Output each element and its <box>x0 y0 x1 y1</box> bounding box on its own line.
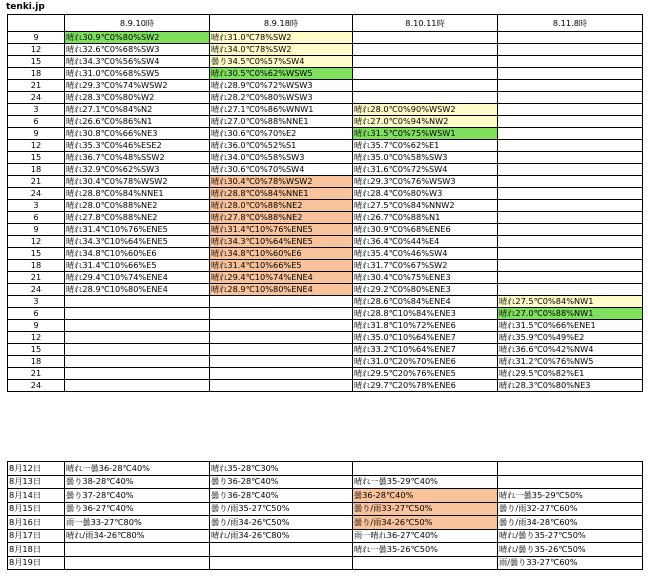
forecast-cell <box>498 92 643 104</box>
forecast-cell: 晴れ28.9℃10%80%ENE4 <box>65 284 210 296</box>
hour-cell: 15 <box>8 344 65 356</box>
forecast-cell <box>353 80 498 92</box>
forecast-cell: 晴れ35.0℃10%64%ENE7 <box>353 332 498 344</box>
hour-cell: 24 <box>8 380 65 392</box>
forecast-cell: 晴れ28.3℃0%80%W2 <box>65 92 210 104</box>
header-run-3: 8.10.11時 <box>353 15 498 32</box>
date-cell: 8月13日 <box>8 475 65 489</box>
hour-cell: 18 <box>8 356 65 368</box>
table-row <box>8 224 643 236</box>
forecast-cell: 晴れ28.4℃0%80%W3 <box>353 188 498 200</box>
hour-cell: 6 <box>8 116 65 128</box>
forecast-cell <box>498 164 643 176</box>
daily-cell: 曇り36-28℃40% <box>210 475 353 489</box>
forecast-cell <box>65 368 210 380</box>
forecast-cell: 晴れ28.8℃0%84%NNE1 <box>210 188 353 200</box>
forecast-cell <box>498 44 643 56</box>
forecast-cell <box>498 248 643 260</box>
table-row <box>8 543 643 557</box>
forecast-cell: 晴れ26.7℃0%88%N1 <box>353 212 498 224</box>
forecast-cell: 晴れ32.9℃0%62%SW3 <box>65 164 210 176</box>
hour-cell: 3 <box>8 200 65 212</box>
forecast-cell: 晴れ31.4℃10%76%ENE5 <box>65 224 210 236</box>
daily-cell <box>210 543 353 557</box>
table-row <box>8 462 643 476</box>
table-row <box>8 116 643 128</box>
forecast-cell: 晴れ30.4℃0%78%WSW2 <box>210 176 353 188</box>
date-cell: 8月12日 <box>8 462 65 476</box>
forecast-cell <box>210 320 353 332</box>
forecast-cell: 晴れ26.6℃0%86%N1 <box>65 116 210 128</box>
forecast-cell: 晴れ28.9℃10%80%ENE4 <box>210 284 353 296</box>
hour-cell: 15 <box>8 56 65 68</box>
table-row <box>8 80 643 92</box>
table-row <box>8 260 643 272</box>
header-run-2: 8.9.18時 <box>210 15 353 32</box>
forecast-cell: 晴れ28.6℃0%84%ENE4 <box>353 296 498 308</box>
daily-cell: 雨一曇33-27℃80% <box>65 516 210 530</box>
forecast-cell <box>498 260 643 272</box>
forecast-cell: 晴れ34.0℃78%SW2 <box>210 44 353 56</box>
table-row <box>8 502 643 516</box>
forecast-cell <box>210 356 353 368</box>
forecast-cell <box>498 68 643 80</box>
forecast-cell <box>498 188 643 200</box>
hour-cell: 9 <box>8 32 65 44</box>
table-row <box>8 152 643 164</box>
table-row <box>8 164 643 176</box>
daily-cell: 晴れ/雨34-26℃80% <box>210 529 353 543</box>
hour-cell: 12 <box>8 236 65 248</box>
daily-cell <box>353 462 498 476</box>
forecast-cell: 晴れ29.3℃0%76%WSW3 <box>353 176 498 188</box>
daily-cell <box>498 462 643 476</box>
forecast-cell: 晴れ27.1℃0%86%WNW1 <box>210 104 353 116</box>
table-row <box>8 32 643 44</box>
hour-cell: 15 <box>8 248 65 260</box>
forecast-cell <box>65 356 210 368</box>
forecast-cell: 晴れ28.0℃0%88%NE2 <box>210 200 353 212</box>
forecast-cell: 晴れ28.8℃10%84%ENE3 <box>353 308 498 320</box>
table-row <box>8 308 643 320</box>
forecast-cell: 晴れ29.4℃10%74%ENE4 <box>210 272 353 284</box>
forecast-cell <box>498 104 643 116</box>
hour-cell: 24 <box>8 284 65 296</box>
table-row <box>8 320 643 332</box>
forecast-cell <box>498 140 643 152</box>
daily-cell: 雨一晴れ36-27℃40% <box>353 529 498 543</box>
daily-cell <box>353 556 498 570</box>
daily-cell: 晴れ/雨34-26℃80% <box>65 529 210 543</box>
forecast-cell: 晴れ34.3℃0%56%SW4 <box>65 56 210 68</box>
daily-cell <box>210 556 353 570</box>
forecast-cell: 晴れ31.0℃0%68%SW5 <box>65 68 210 80</box>
forecast-cell: 晴れ32.6℃0%68%SW3 <box>65 44 210 56</box>
hour-cell: 12 <box>8 332 65 344</box>
forecast-cell: 晴れ34.0℃0%58%SW3 <box>210 152 353 164</box>
table-row <box>8 200 643 212</box>
forecast-cell <box>498 200 643 212</box>
forecast-cell: 晴れ31.2℃0%76%NW5 <box>498 356 643 368</box>
hour-cell: 6 <box>8 308 65 320</box>
table-row <box>8 529 643 543</box>
forecast-cell: 晴れ31.0℃20%70%ENE6 <box>353 356 498 368</box>
hour-cell: 24 <box>8 188 65 200</box>
forecast-cell: 曇り34.5℃0%57%SW4 <box>210 56 353 68</box>
daily-cell <box>65 543 210 557</box>
hour-cell: 15 <box>8 152 65 164</box>
daily-cell: 曇り/雨33-27℃50% <box>353 502 498 516</box>
forecast-cell <box>210 332 353 344</box>
date-cell: 8月15日 <box>8 502 65 516</box>
daily-cell: 雨/曇り33-27℃60% <box>498 556 643 570</box>
forecast-cell: 晴れ29.4℃10%74%ENE4 <box>65 272 210 284</box>
table-row <box>8 68 643 80</box>
forecast-cell <box>65 332 210 344</box>
forecast-cell <box>498 284 643 296</box>
header-run-4: 8.11.8時 <box>498 15 643 32</box>
forecast-cell: 晴れ30.4℃0%75%ENE3 <box>353 272 498 284</box>
forecast-cell <box>65 320 210 332</box>
date-cell: 8月18日 <box>8 543 65 557</box>
forecast-cell: 晴れ36.6℃0%42%NW4 <box>498 344 643 356</box>
forecast-cell: 晴れ28.0℃0%90%WSW2 <box>353 104 498 116</box>
forecast-cell: 晴れ34.8℃10%60%E6 <box>65 248 210 260</box>
date-cell: 8月17日 <box>8 529 65 543</box>
forecast-cell <box>65 308 210 320</box>
table-row <box>8 344 643 356</box>
forecast-cell: 晴れ36.4℃0%44%E4 <box>353 236 498 248</box>
hour-cell: 18 <box>8 164 65 176</box>
forecast-cell <box>498 32 643 44</box>
forecast-cell: 晴れ27.0℃0%88%NW1 <box>498 308 643 320</box>
forecast-cell: 晴れ28.9℃0%72%WSW3 <box>210 80 353 92</box>
hour-cell: 12 <box>8 44 65 56</box>
table-row <box>8 516 643 530</box>
daily-cell: 曇り/雨34-26℃50% <box>353 516 498 530</box>
forecast-cell <box>498 56 643 68</box>
forecast-cell: 晴れ31.5℃0%66%ENE1 <box>498 320 643 332</box>
daily-cell: 曇り/雨34-26℃50% <box>210 516 353 530</box>
forecast-cell <box>498 272 643 284</box>
forecast-cell: 晴れ28.3℃0%80%NE3 <box>498 380 643 392</box>
hour-cell: 18 <box>8 68 65 80</box>
daily-cell: 晴れ35-28℃30% <box>210 462 353 476</box>
forecast-cell: 晴れ28.0℃0%88%NE2 <box>65 200 210 212</box>
forecast-cell <box>353 92 498 104</box>
hour-cell: 9 <box>8 224 65 236</box>
forecast-cell <box>210 308 353 320</box>
hourly-forecast-table <box>7 14 643 392</box>
forecast-cell: 晴れ36.0℃0%52%S1 <box>210 140 353 152</box>
daily-cell: 曇り/雨34-28℃60% <box>498 516 643 530</box>
daily-cell: 晴れ一曇36-28℃40% <box>65 462 210 476</box>
hour-cell: 21 <box>8 80 65 92</box>
forecast-cell <box>498 128 643 140</box>
daily-cell <box>498 475 643 489</box>
table-row <box>8 176 643 188</box>
hour-cell: 6 <box>8 212 65 224</box>
hour-cell: 21 <box>8 272 65 284</box>
daily-cell: 晴れ一曇35-29℃40% <box>353 475 498 489</box>
forecast-cell: 晴れ28.2℃0%80%WSW3 <box>210 92 353 104</box>
forecast-cell: 晴れ30.4℃0%78%WSW2 <box>65 176 210 188</box>
forecast-cell: 晴れ35.0℃0%58%SW3 <box>353 152 498 164</box>
forecast-cell <box>498 224 643 236</box>
hour-cell: 3 <box>8 104 65 116</box>
daily-cell: 晴れ一曇35-26℃50% <box>353 543 498 557</box>
forecast-cell: 晴れ30.8℃0%66%NE3 <box>65 128 210 140</box>
forecast-cell <box>498 80 643 92</box>
forecast-cell: 晴れ30.9℃0%80%SW2 <box>65 32 210 44</box>
forecast-cell: 晴れ31.0℃78%SW2 <box>210 32 353 44</box>
forecast-cell: 晴れ31.4℃10%76%ENE5 <box>210 224 353 236</box>
table-row <box>8 489 643 503</box>
hour-cell: 21 <box>8 368 65 380</box>
table-row <box>8 248 643 260</box>
forecast-cell: 晴れ27.0℃0%88%NNE1 <box>210 116 353 128</box>
forecast-cell <box>210 296 353 308</box>
forecast-cell: 晴れ29.5℃20%76%ENE5 <box>353 368 498 380</box>
forecast-cell: 晴れ30.6℃0%70%SW4 <box>210 164 353 176</box>
forecast-cell <box>498 116 643 128</box>
table-row <box>8 296 643 308</box>
table-row <box>8 140 643 152</box>
date-cell: 8月16日 <box>8 516 65 530</box>
forecast-cell: 晴れ28.8℃0%84%NNE1 <box>65 188 210 200</box>
forecast-cell: 晴れ34.3℃10%64%ENE5 <box>210 236 353 248</box>
forecast-cell: 晴れ27.8℃0%88%NE2 <box>210 212 353 224</box>
forecast-cell: 晴れ31.4℃10%66%E5 <box>65 260 210 272</box>
forecast-cell <box>353 68 498 80</box>
daily-cell: 晴れ/曇り35-26℃50% <box>498 543 643 557</box>
forecast-cell: 晴れ35.3℃0%46%ESE2 <box>65 140 210 152</box>
forecast-cell <box>498 176 643 188</box>
table-row <box>8 236 643 248</box>
forecast-cell: 晴れ30.9℃0%68%ENE6 <box>353 224 498 236</box>
hour-cell: 9 <box>8 320 65 332</box>
forecast-cell: 晴れ35.4℃0%46%SW4 <box>353 248 498 260</box>
hour-cell: 21 <box>8 176 65 188</box>
daily-forecast-table <box>7 461 643 570</box>
date-cell: 8月19日 <box>8 556 65 570</box>
daily-cell: 曇り/雨32-27℃60% <box>498 502 643 516</box>
header-run-1: 8.9.10時 <box>65 15 210 32</box>
date-cell: 8月14日 <box>8 489 65 503</box>
forecast-cell <box>498 236 643 248</box>
forecast-cell: 晴れ27.8℃0%88%NE2 <box>65 212 210 224</box>
table-row <box>8 212 643 224</box>
daily-cell: 曇り37-28℃40% <box>65 489 210 503</box>
table-row <box>8 188 643 200</box>
table-row <box>8 475 643 489</box>
table-row <box>8 92 643 104</box>
daily-cell: 曇36-28℃40% <box>353 489 498 503</box>
forecast-cell: 晴れ29.7℃20%78%ENE6 <box>353 380 498 392</box>
forecast-cell <box>65 296 210 308</box>
forecast-cell <box>210 344 353 356</box>
daily-cell <box>65 556 210 570</box>
daily-cell: 曇り38-28℃40% <box>65 475 210 489</box>
forecast-cell <box>210 380 353 392</box>
site-brand: tenki.jp <box>6 2 45 12</box>
hour-cell: 18 <box>8 260 65 272</box>
forecast-cell: 晴れ27.5℃0%84%NW1 <box>498 296 643 308</box>
forecast-cell <box>353 32 498 44</box>
forecast-cell: 晴れ27.1℃0%84%N2 <box>65 104 210 116</box>
table-row <box>8 380 643 392</box>
forecast-cell: 晴れ31.5℃0%75%WSW1 <box>353 128 498 140</box>
hour-cell: 12 <box>8 140 65 152</box>
daily-cell: 曇り/雨35-27℃50% <box>210 502 353 516</box>
forecast-cell: 晴れ33.2℃10%64%ENE7 <box>353 344 498 356</box>
forecast-cell: 晴れ36.7℃0%48%SSW2 <box>65 152 210 164</box>
forecast-cell <box>498 212 643 224</box>
forecast-cell <box>498 152 643 164</box>
forecast-cell: 晴れ31.6℃0%72%SW4 <box>353 164 498 176</box>
daily-cell: 曇り36-27℃40% <box>65 502 210 516</box>
forecast-cell: 晴れ34.3℃10%64%ENE5 <box>65 236 210 248</box>
forecast-cell: 晴れ29.3℃0%74%WSW2 <box>65 80 210 92</box>
daily-cell: 晴れ一曇35-29℃50% <box>498 489 643 503</box>
forecast-cell: 晴れ30.6℃0%70%E2 <box>210 128 353 140</box>
table-row <box>8 284 643 296</box>
table-row <box>8 56 643 68</box>
forecast-cell: 晴れ27.5℃0%84%NNW2 <box>353 200 498 212</box>
hour-cell: 24 <box>8 92 65 104</box>
table-row <box>8 332 643 344</box>
forecast-cell <box>353 56 498 68</box>
forecast-cell: 晴れ31.4℃10%66%E5 <box>210 260 353 272</box>
hour-cell: 9 <box>8 128 65 140</box>
forecast-cell: 晴れ31.7℃0%67%SW2 <box>353 260 498 272</box>
forecast-cell: 晴れ29.5℃0%82%E1 <box>498 368 643 380</box>
table-row <box>8 128 643 140</box>
forecast-cell <box>65 344 210 356</box>
table-row <box>8 368 643 380</box>
forecast-cell: 晴れ34.8℃10%60%E6 <box>210 248 353 260</box>
table-row <box>8 44 643 56</box>
table-row <box>8 104 643 116</box>
forecast-cell: 晴れ35.7℃0%62%E1 <box>353 140 498 152</box>
hour-cell: 3 <box>8 296 65 308</box>
table-row <box>8 272 643 284</box>
forecast-cell: 晴れ30.5℃0%62%WSW5 <box>210 68 353 80</box>
daily-cell: 晴れ/曇り35-27℃50% <box>498 529 643 543</box>
forecast-cell: 晴れ31.8℃10%72%ENE6 <box>353 320 498 332</box>
forecast-cell: 晴れ29.2℃0%80%ENE3 <box>353 284 498 296</box>
table-row <box>8 356 643 368</box>
forecast-cell <box>210 368 353 380</box>
forecast-cell: 晴れ27.0℃0%94%NW2 <box>353 116 498 128</box>
daily-cell: 曇り36-28℃40% <box>210 489 353 503</box>
forecast-header-row <box>8 15 643 32</box>
forecast-cell <box>65 380 210 392</box>
table-row <box>8 556 643 570</box>
header-corner <box>8 15 65 32</box>
forecast-cell <box>353 44 498 56</box>
forecast-cell: 晴れ35.9℃0%49%E2 <box>498 332 643 344</box>
